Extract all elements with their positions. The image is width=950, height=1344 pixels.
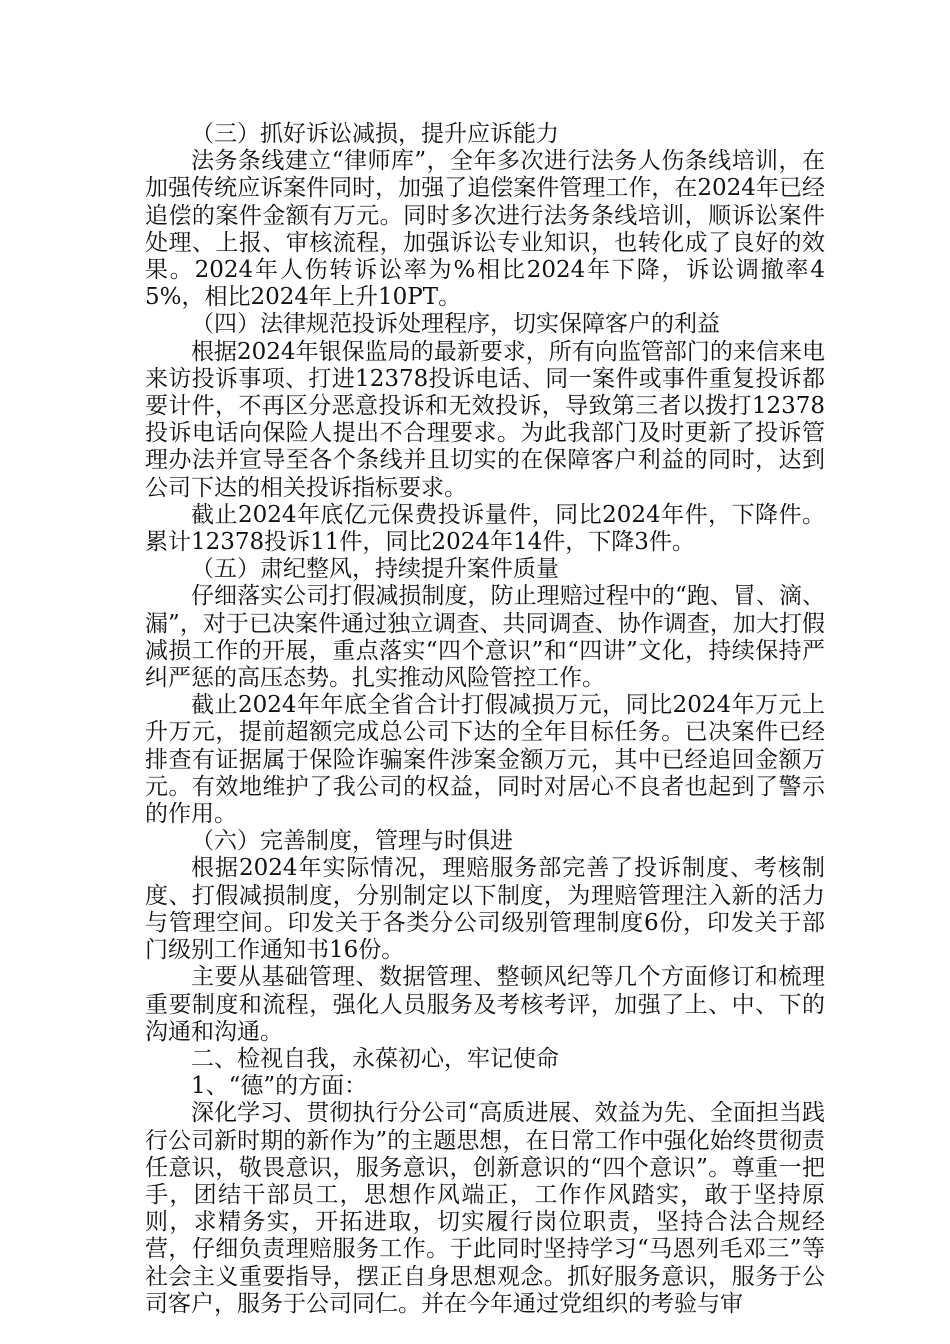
section-heading-5: （五）肃纪整风，持续提升案件质量 (191, 556, 559, 583)
section-heading-3: （三）抓好诉讼减损，提升应诉能力 (191, 121, 559, 147)
paragraph-anti-fraud: 仔细落实公司打假减损制度，防止理赔过程中的“跑、冒、滴、漏”，对于已决案件通过独立调查、共同调查、协作调查，加大打假减损工作的开展，重点落实“四个意识”和“四讲”文化，持续保持严纠严惩的高压态势。扎实推动风险管控工作。 (145, 583, 825, 692)
paragraph-complaint-rules: 根据2024年银保监局的最新要求，所有向监管部门的来信来电来访投诉事项、打进12378投诉电话、同一案件或事件重复投诉都要计件，不再区分恶意投诉和无效投诉，导致第三者以拨打12378投诉电话向保险人提出不合理要求。为此我部门及时更新了投诉管理办法并宣导至各个条线并且切实的在保障客户利益的同时，达到公司下达的相关投诉指标要求。 (145, 338, 825, 501)
paragraph-regulations: 根据2024年实际情况，理赔服务部完善了投诉制度、考核制度、打假减损制度，分别制定以下制度，为理赔管理注入新的活力与管理空间。印发关于各类分公司级别管理制度6份，印发关于部门级别工作通知书16份。 (145, 855, 825, 964)
paragraph-management-revision: 主要从基础管理、数据管理、整顿风纪等几个方面修订和梳理重要制度和流程，强化人员服务及考核考评，加强了上、中、下的沟通和沟通。 (145, 964, 825, 1045)
section-heading-4: （四）法律规范投诉处理程序，切实保障客户的利益 (191, 311, 720, 338)
subheading-morality: 1、“德”的方面： (191, 1073, 368, 1100)
paragraph-anti-fraud-results: 截止2024年年底全省合计打假减损万元，同比2024年万元上升万元，提前超额完成总公司下达的全年目标任务。已决案件已经排查有证据属于保险诈骗案件涉案金额万元，其中已经追回金额万元。有效地维护了我公司的权益，同时对居心不良者也起到了警示的作用。 (145, 692, 825, 828)
section-heading-6: （六）完善制度，管理与时俱进 (191, 828, 513, 855)
paragraph-complaint-stats: 截止2024年底亿元保费投诉量件，同比2024年件，下降件。累计12378投诉11件，同比2024年14件，下降3件。 (145, 501, 825, 556)
document-page (145, 121, 825, 1318)
paragraph-legal-affairs: 法务条线建立“律师库”，全年多次进行法务人伤条线培训，在加强传统应诉案件同时，加强了追偿案件管理工作，在2024年已经追偿的案件金额有万元。同时多次进行法务条线培训，顺诉讼案件处理、上报、审核流程，加强诉讼专业知识，也转化成了良好的效果。2024年人伤转诉讼率为%相比2024年下降，诉讼调撤率45%，相比2024年上升10PT。 (145, 148, 825, 311)
chapter-heading-2: 二、检视自我，永葆初心，牢记使命 (191, 1045, 559, 1072)
paragraph-morality: 深化学习、贯彻执行分公司“高质进展、效益为先、全面担当践行公司新时期的新作为”的主题思想，在日常工作中强化始终贯彻责任意识，敬畏意识，服务意识，创新意识的“四个意识”。尊重一把手，团结干部员工，思想作风端正，工作作风踏实，敢于坚持原则，求精务实，开拓进取，切实履行岗位职责，坚持合法合规经营，仔细负责理赔服务工作。于此同时坚持学习“马恩列毛邓三”等社会主义重要指导，摆正自身思想观念。抓好服务意识，服务于公司客户，服务于公司同仁。并在今年通过党组织的考验与审 (145, 1100, 825, 1317)
